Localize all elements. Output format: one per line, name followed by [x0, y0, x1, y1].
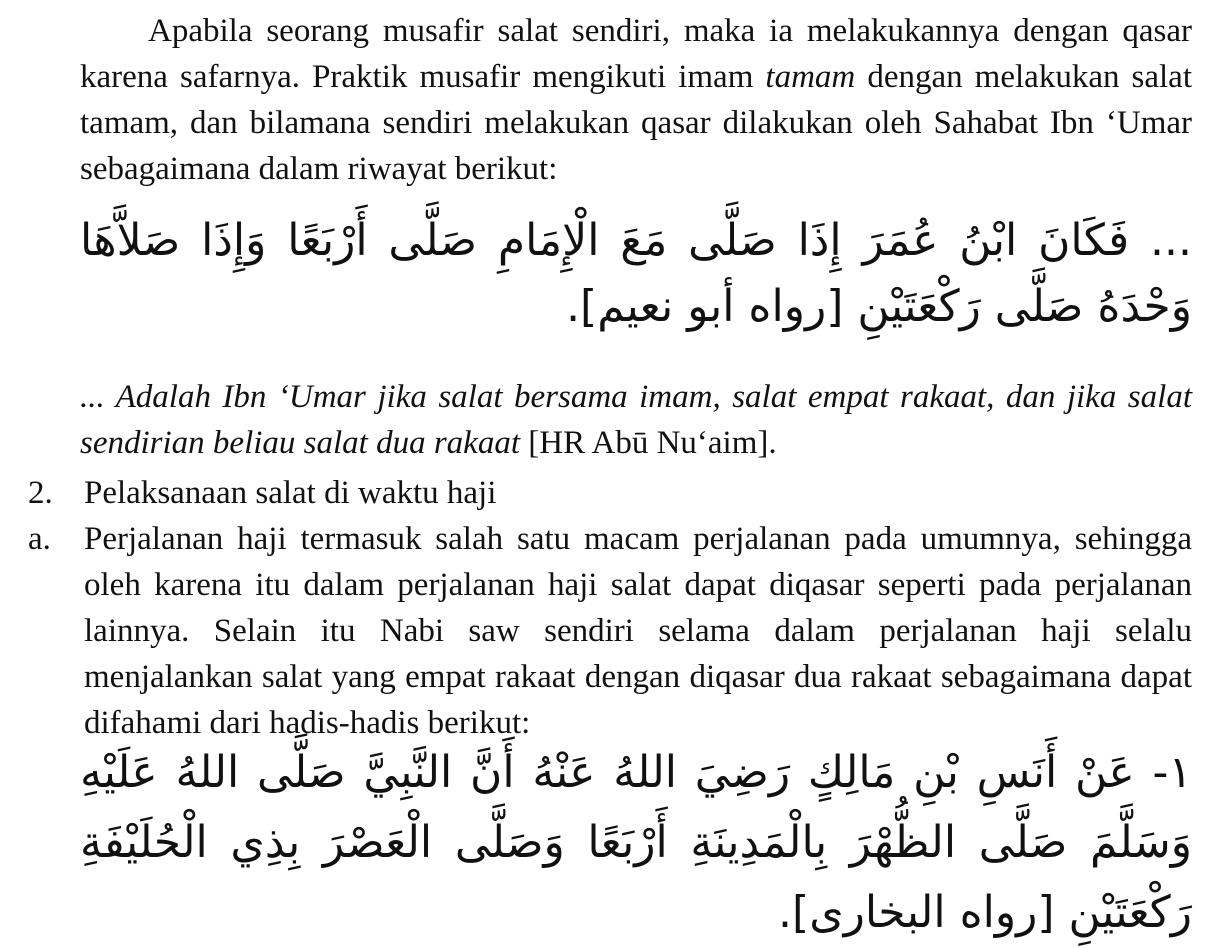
- translation-1-citation: [HR Abū Nu‘aim].: [520, 425, 777, 461]
- translation-1-italic: ... Adalah Ibn ‘Umar jika salat bersama imam, salat empat rakaat, dan jika salat sendirian beliau salat dua rakaat: [80, 379, 1192, 461]
- list-item-a-marker: a.: [28, 521, 51, 557]
- paragraph-1-text: Apabila seorang musafir salat sendiri, maka ia melakukannya dengan qasar karena safarnya. Praktik musafir mengikuti imam: [80, 13, 1192, 95]
- list-item-2-text: Pelaksanaan salat di waktu haji: [84, 475, 497, 511]
- paragraph-1: [80, 8, 1192, 192]
- paragraph-1-text-after: dengan melakukan salat tamam, dan bilamana sendiri melakukan qasar dilakukan oleh Sahabat Ibn ‘Umar sebagaimana dalam riwayat berikut:: [80, 59, 1192, 187]
- paragraph-1-italic-term: tamam: [765, 59, 856, 95]
- list-item-a: [28, 516, 1192, 746]
- list-item-2: [28, 470, 1192, 516]
- list-item-2-marker: 2.: [28, 475, 53, 511]
- translation-1: [80, 374, 1192, 466]
- list-item-a-text: Perjalanan haji termasuk salah satu macam perjalanan pada umumnya, sehingga oleh karena itu dalam perjalanan haji salat dapat diqasar seperti pada perjalanan lainnya. Selain itu Nabi saw sendiri selama dalam perjalanan haji selalu menjalankan salat yang empat rakaat dengan diqasar dua rakaat sebagaimana dapat difahami dari hadis-hadis berikut:: [84, 521, 1192, 741]
- hadith-1-arabic: ... فَكَانَ ابْنُ عُمَرَ إِذَا صَلَّى مَعَ الْإِمَامِ صَلَّى أَرْبَعًا وَإِذَا صَلاَّهَا وَحْدَهُ صَلَّى رَكْعَتَيْنِ [رواه أبو نعيم].: [80, 215, 1192, 332]
- hadith-2-arabic: ١- عَنْ أَنَسِ بْنِ مَالِكٍ رَضِيَ اللهُ عَنْهُ أَنَّ النَّبِيَّ صَلَّى اللهُ عَلَيْهِ وَسَلَّمَ صَلَّى الظُّهْرَ بِالْمَدِينَةِ أَرْبَعًا وَصَلَّى الْعَصْرَ بِذِي الْحُلَيْفَةِ رَكْعَتَيْنِ [رواه البخارى].: [80, 747, 1192, 938]
